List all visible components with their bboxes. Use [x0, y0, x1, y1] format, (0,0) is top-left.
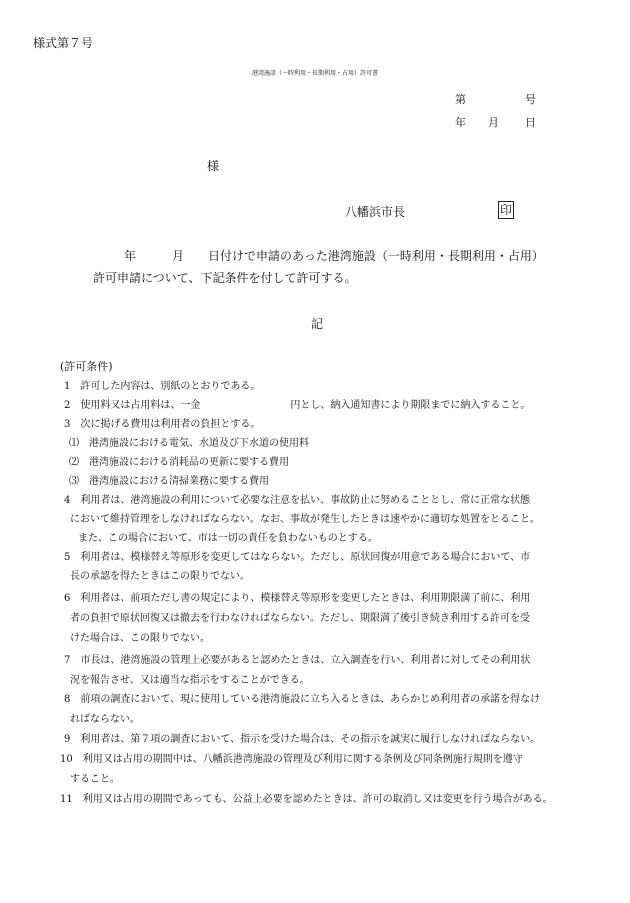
condition-line: 10 利用又は占用の期間中は、八幡浜港湾施設の管理及び利用に関する条例及び同条例施行規則を遵守: [60, 754, 523, 765]
date-year-label: 年: [455, 116, 466, 129]
condition-line: また、この場合において、市は一切の責任を負わないものとする。: [78, 533, 378, 544]
issuer-name: 八幡浜市長: [345, 205, 406, 219]
body-text-line-2: 許可申請について、下記条件を付して許可する。: [93, 271, 357, 285]
condition-line: 5 利用者は、模様替え等原形を変更してはならない。ただし、原状回復が用意である場合において、市: [64, 552, 531, 563]
permit-number-suffix: 号: [525, 93, 536, 106]
condition-line: 9 利用者は、第７項の調査において、指示を受けた場合は、その指示を誠実に履行しなければならない。: [64, 734, 541, 745]
condition-subitem: ⑵ 港湾施設における消耗品の更新に要する費用: [69, 457, 289, 468]
condition-line: 7 市長は、港湾施設の管理上必要があると認めたときは、立入調査を行い、利用者に対してその利用状: [64, 655, 531, 666]
condition-line: において維持管理をしなければならない。なお、事故が発生したときは速やかに適切な処置をとること。: [70, 514, 540, 525]
addressee-honorific: 様: [207, 159, 220, 173]
body-text-line-1: 年 月 日付けで申請のあった港湾施設（一時利用・長期利用・占用）: [124, 249, 544, 263]
ki-heading: 記: [311, 317, 324, 331]
condition-line: 2 使用料又は占用料は、一金 円とし、納入通知書により期限までに納入すること。: [64, 400, 531, 411]
condition-line: すること。: [70, 774, 120, 785]
permit-number-prefix: 第: [455, 93, 466, 106]
condition-subitem: ⑶ 港湾施設における清掃業務に要する費用: [69, 476, 269, 487]
condition-subitem: ⑴ 港湾施設における電気、水道及び下水道の使用料: [69, 438, 309, 449]
seal-mark: 印: [500, 203, 513, 217]
document-title: 港湾施設（一時利用・長期利用・占用）許可書: [251, 70, 378, 77]
condition-line: 4 利用者は、港湾施設の利用について必要な注意を払い、事故防止に努めることとし、常に正常な状態: [64, 495, 531, 506]
condition-line: ればならない。: [70, 714, 140, 725]
conditions-heading: (許可条件): [60, 360, 113, 373]
date-month-label: 月: [488, 116, 499, 129]
condition-line: 6 利用者は、前項ただし書の規定により、模様替え等原形を変更したときは、利用期限満了前に、利用: [64, 593, 531, 604]
condition-line: 者の負担で原状回復又は撤去を行わなければならない。ただし、期限満了後引き続き利用する許可を受: [70, 613, 530, 624]
condition-line: けた場合は、この限りでない。: [70, 633, 210, 644]
condition-line: 長の承認を得たときはこの限りでない。: [70, 571, 250, 582]
form-number: 様式第７号: [33, 36, 94, 50]
condition-line: 8 前項の調査において、現に使用している港湾施設に立ち入るときは、あらかじめ利用者の承諾を得なけ: [64, 694, 541, 705]
condition-line: 況を報告させ、又は適当な指示をすることができる。: [70, 675, 310, 686]
condition-line: 1 許可した内容は、別紙のとおりである。: [64, 381, 261, 392]
condition-line: 3 次に掲げる費用は利用者の負担とする。: [64, 419, 261, 430]
condition-line: 11 利用又は占用の期間であっても、公益上必要を認めたときは、許可の取消し又は変更を行う場合がある。: [60, 794, 553, 805]
date-day-label: 日: [525, 116, 536, 129]
